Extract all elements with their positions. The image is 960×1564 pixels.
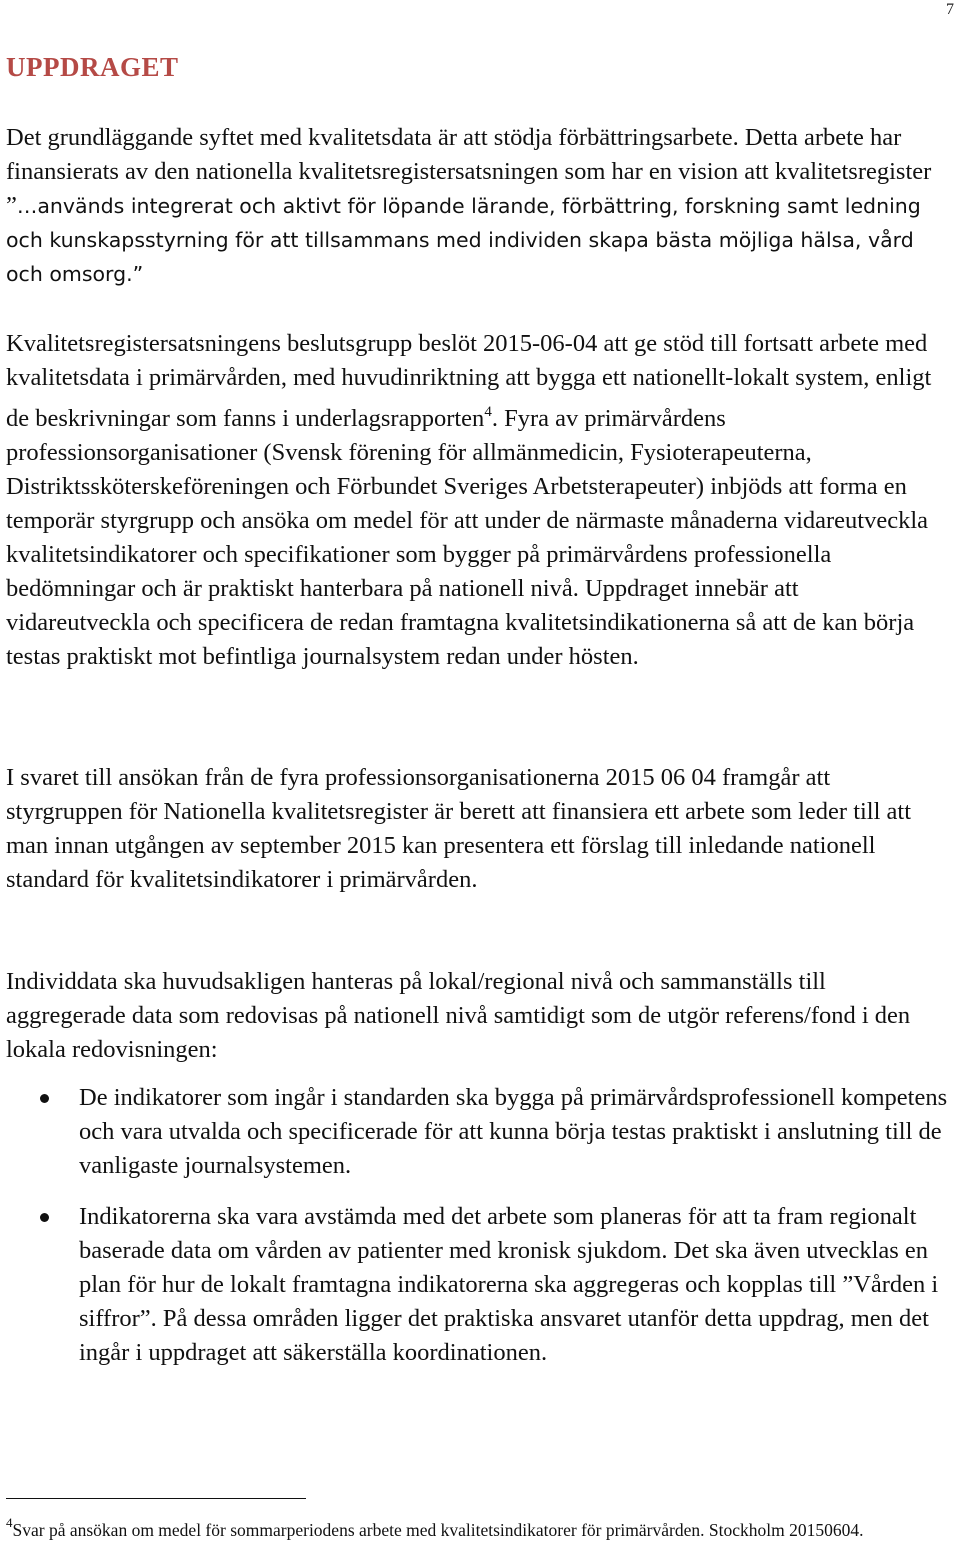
list-item-text: De indikatorer som ingår i standarden ska bygga på primärvårdsprofessionell kompetens och vara utvalda och specificerade för att kunna börja testas praktiskt i anslutning till de vanligaste journalsystemen.	[79, 1084, 948, 1179]
intro-text: Det grundläggande syftet med kvalitetsdata är att stödja förbättringsarbete. Detta arbete har finansierats av den nationella kvalitetsregistersatsningen som har en vision att kvalitetsregister ”	[6, 124, 932, 219]
requirements-list	[0, 1081, 960, 1387]
footnote-divider	[6, 1498, 306, 1499]
footnote	[6, 1510, 951, 1543]
decision-text-continued: . Fyra av primärvårdens professionsorganisationer (Svensk förening för allmänmedicin, Fysioterapeuterna, Distriktssköterskeföreningen och Förbundet Sveriges Arbetsterapeuter) inbjöds att forma en temporär styrgrupp och ansöka om medel för att under de närmaste månaderna vidareutveckla kvalitetsindikatorer och specifikationer som bygger på primärvårdens professionella bedömningar och är praktiskt hanterbara på nationell nivå. Uppdraget innebär att vidareutveckla och specificera de redan framtagna kvalitetsindikationerna så att de kan börja testas praktiskt mot befintliga journalsystem redan under hösten.	[6, 405, 929, 670]
decision-paragraph	[6, 327, 946, 674]
section-heading: UPPDRAGET	[6, 52, 179, 82]
vision-quote: …används integrerat och aktivt för löpande lärande, förbättring, forskning samt ledning och kunskapsstyrning för att tillsammans med individen skapa bästa möjliga hälsa, vård och omsorg.”	[6, 194, 921, 286]
page-number: 7	[946, 1, 954, 18]
bullet-icon	[40, 1094, 49, 1103]
individual-data-paragraph: Individdata ska huvudsakligen hanteras på lokal/regional nivå och sammanställs till aggregerade data som redovisas på nationell nivå samtidigt som de utgör referens/fond i den lokala redovisningen:	[6, 968, 911, 1063]
decision-text: Kvalitetsregistersatsningens beslutsgrupp beslöt 2015-06-04 att ge stöd till fortsatt arbete med kvalitetsdata i primärvården, med huvudinriktning att bygga ett nationellt-lokalt system, enligt de beskrivningar som fanns i underlagsrapporten	[6, 330, 932, 432]
footnote-text: Svar på ansökan om medel för sommarperiodens arbete med kvalitetsindikatorer för primärvården. Stockholm 20150604.	[12, 1520, 864, 1540]
list-item	[0, 1081, 949, 1183]
response-paragraph: I svaret till ansökan från de fyra professionsorganisationerna 2015 06 04 framgår att styrgruppen för Nationella kvalitetsregister är berett att finansiera ett arbete som leder till att man innan utgången av september 2015 kan presentera ett förslag till inledande nationell standard för kvalitetsindikatorer i primärvården.	[6, 764, 912, 893]
footnote-mark: 4	[6, 1515, 13, 1530]
list-item	[0, 1200, 949, 1370]
list-item-text: Indikatorerna ska vara avstämda med det arbete som planeras för att ta fram regionalt baserade data om vården av patienter med kronisk sjukdom. Det ska även utvecklas en plan för hur de lokalt framtagna indikatorerna ska aggregeras och kopplas till ”Vården i siffror”. På dessa områden ligger det praktiska ansvaret utanför detta uppdrag, men det ingår i uppdraget att säkerställa koordinationen.	[79, 1203, 939, 1366]
bullet-icon	[40, 1213, 49, 1222]
footnote-reference[interactable]: 4	[484, 404, 492, 420]
intro-paragraph	[6, 121, 946, 291]
